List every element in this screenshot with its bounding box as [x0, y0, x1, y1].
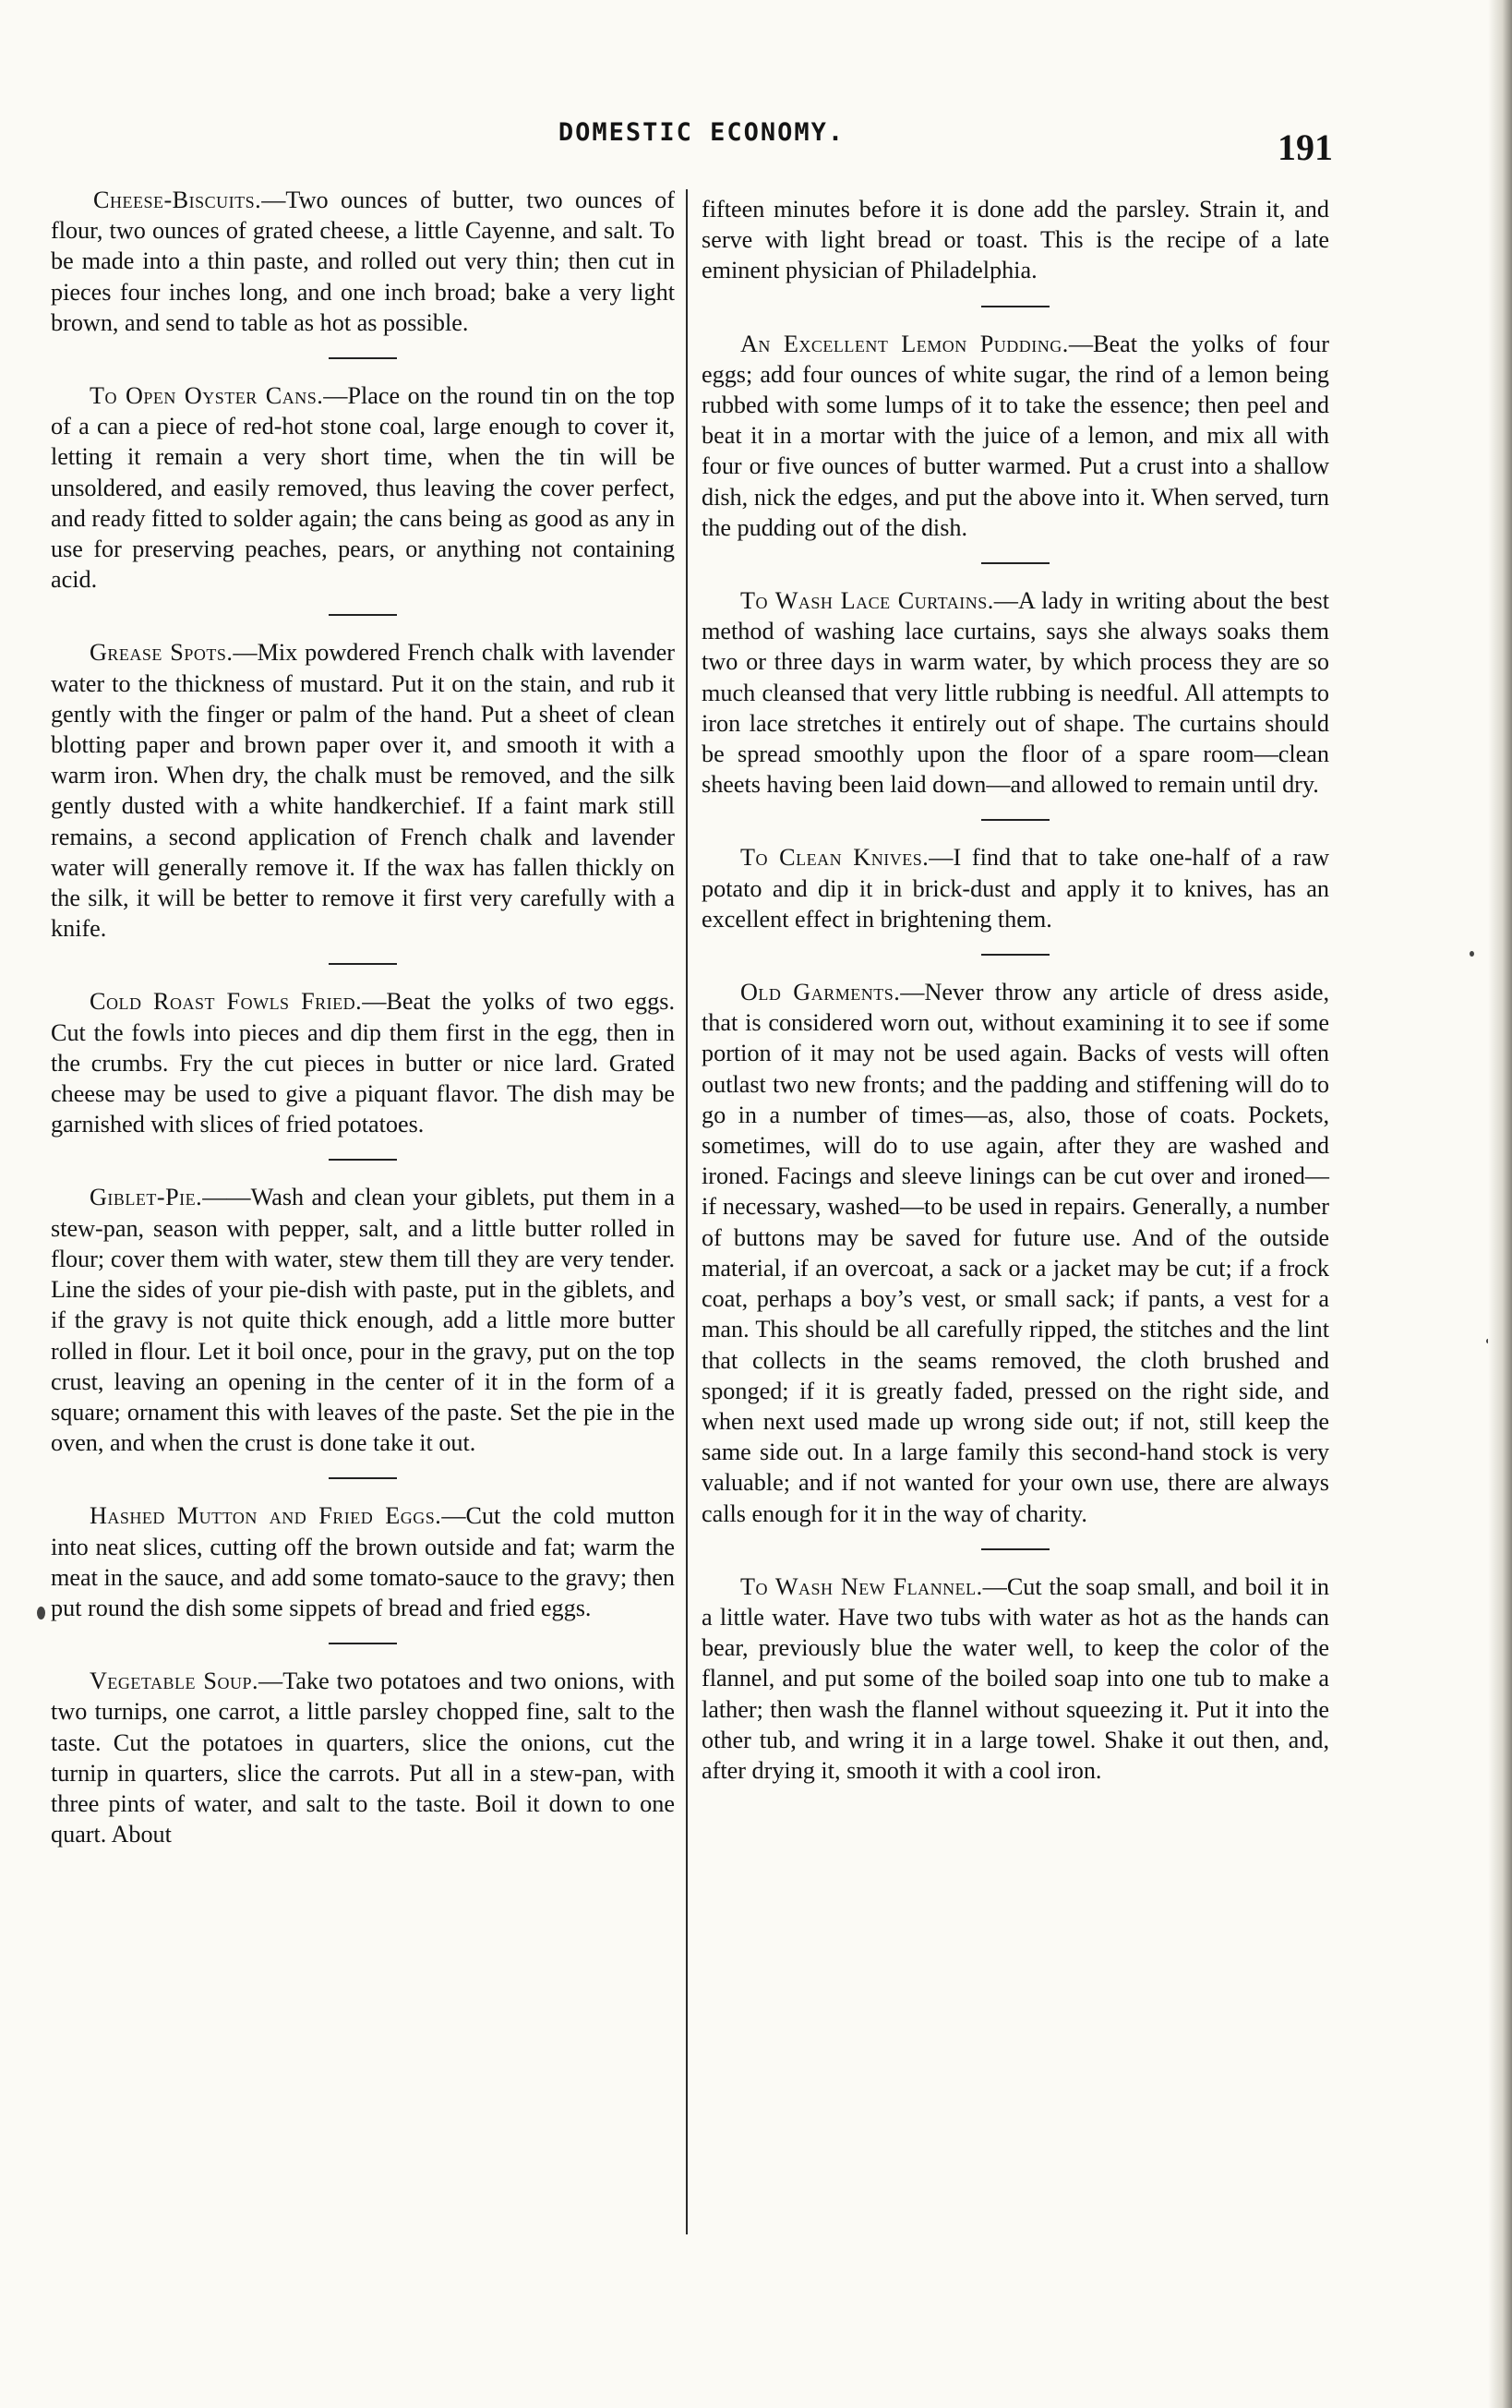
article-body: —I find that to take one-half of a raw potato and dip it in brick-dust and apply it to knives, has an excellent effect in brightening them.	[702, 844, 1329, 933]
article-title: Cheese-Biscuits.	[93, 187, 262, 213]
page-number: 191	[1278, 126, 1333, 168]
article-soup-continued	[702, 194, 1329, 286]
article-title: Old Garments.	[740, 979, 901, 1006]
article-hashed-mutton	[51, 1500, 675, 1623]
section-rule	[329, 614, 397, 616]
section-rule	[329, 357, 397, 359]
article-title: Hashed Mutton and Fried Eggs.	[90, 1502, 442, 1530]
article-title: Vegetable Soup.	[90, 1668, 259, 1695]
article-body: —Take two potatoes and two onions, with two turnips, one carrot, a little parsley chopped fine, salt to the taste. Cut the potatoes in quarters, slice the onions, cut the turnip in quarters, slice the carrots. Put all in a stew-pan, with three pints of water, and salt to the taste. Boil it down to one quart. About	[51, 1668, 675, 1848]
section-rule	[329, 1477, 397, 1479]
article-vegetable-soup	[51, 1666, 675, 1849]
article-body: —Two ounces of butter, two ounces of flour, two ounces of grated cheese, a little Cayenne, and salt. To be made into a thin paste, and rolled out very thin; then cut in pieces four inches long, and one inch broad; bake a very light brown, and send to table as hot as possible.	[51, 187, 675, 336]
article-title: To Wash New Flannel.	[740, 1572, 983, 1600]
article-body: —A lady in writing about the best method of washing lace curtains, says she always soaks them two or three days in warm water, by which process they are so much cleansed that very little rubbing is needful. All attempts to iron lace stretches it entirely out of shape. The curtains should be spread smoothly upon the floor of a spare room—clean sheets having been laid down—and allowed to remain until dry.	[702, 587, 1329, 799]
article-grease-spots	[51, 637, 675, 944]
section-rule	[329, 1159, 397, 1161]
article-body: —Beat the yolks of four eggs; add four ounces of white sugar, the rind of a lemon being rubbed with some lumps of it to take the essence; then peel and beat it in a mortar with the juice of a lemon, and mix all with four or five ounces of butter warmed. Put a crust into a shallow dish, nick the edges, and put the above into it. When served, turn the pudding out of the dish.	[702, 330, 1329, 541]
article-body: —Place on the round tin on the top of a can a piece of red-hot stone coal, large enough to cover it, letting it remain a very short time, when the tin will be unsoldered, and easily removed, thus leaving the cover perfect, and ready fitted to solder again; the cans being as good as any in use for preserving peaches, pears, or anything not containing acid.	[51, 382, 675, 594]
article-title: To Clean Knives.	[740, 844, 930, 872]
left-column	[51, 185, 675, 1849]
article-title: To Wash Lace Curtains.	[740, 587, 994, 615]
running-header: DOMESTIC ECONOMY.	[558, 118, 846, 147]
article-title: Grease Spots.	[90, 639, 234, 667]
article-body: ——Wash and clean your giblets, put them in a stew-pan, season with pepper, salt, and a little butter rolled in flour; cover them with water, stew them till they are very tender. Line the sides of your pie-dish with paste, put in the giblets, and if the gravy is not quite thick enough, add a little more butter rolled in flour. Let it boil once, pour in the gravy, put on the top crust, leaving an opening in the center of it in the form of a square; ornament this with leaves of the paste. Set the pie in the oven, and when the crust is done take it out.	[51, 1184, 675, 1457]
ink-speck	[1470, 951, 1474, 957]
article-body: —Beat the yolks of two eggs. Cut the fowls into pieces and dip them first in the egg, then in the crumbs. Fry the cut pieces in butter or nice lard. Grated cheese may be used to give a piquant flavor. The dish may be garnished with slices of fried potatoes.	[51, 988, 675, 1138]
article-title: An Excellent Lemon Pudding.	[740, 330, 1069, 357]
article-clean-knives	[702, 842, 1329, 934]
article-old-garments	[702, 977, 1329, 1529]
article-lace-curtains	[702, 585, 1329, 800]
article-cheese-biscuits	[51, 185, 675, 338]
section-rule	[981, 819, 1050, 821]
section-rule	[981, 954, 1050, 956]
section-rule	[329, 1643, 397, 1644]
article-body: fifteen minutes before it is done add the parsley. Strain it, and serve with light bread or toast. This is the recipe of a late eminent physician of Philadelphia.	[702, 196, 1329, 284]
article-body: —Cut the soap small, and boil it in a little water. Have two tubs with water as hot as the hands can bear, previously blue the water well, to keep the color of the flannel, and put some of the boiled soap into one tub to make a lather; then wash the flannel without squeezing it. Put it into the other tub, and wring it in a large towel. Shake it out then, and, after drying it, smooth it with a cool iron.	[702, 1572, 1329, 1784]
column-divider	[686, 189, 688, 2234]
section-rule	[981, 562, 1050, 564]
article-new-flannel	[702, 1571, 1329, 1786]
right-column	[702, 194, 1329, 1786]
section-rule	[981, 1548, 1050, 1550]
section-rule	[981, 306, 1050, 307]
article-body: —Mix powdered French chalk with lavender water to the thickness of mustard. Put it on the stain, and rub it gently with the finger or palm of the hand. Put a sheet of clean blotting paper and brown paper over it, and smooth it with a warm iron. When dry, the chalk must be removed, and the silk gently dusted with a white handkerchief. If a faint mark still remains, a second application of French chalk and lavender water will generally remove it. If the wax has fallen thickly on the silk, it will be better to remove it first very carefully with a knife.	[51, 639, 675, 943]
ink-speck	[37, 1607, 45, 1619]
page-edge-shadow	[1488, 0, 1512, 2408]
article-lemon-pudding	[702, 329, 1329, 543]
article-oyster-cans	[51, 380, 675, 595]
article-giblet-pie	[51, 1182, 675, 1458]
section-rule	[329, 963, 397, 965]
article-cold-roast-fowls	[51, 986, 675, 1139]
article-body: —Cut the cold mutton into neat slices, cutting off the brown outside and fat; warm the meat in the sauce, and add some tomato-sauce to the gravy; then put round the dish some sippets of bread and fried eggs.	[51, 1502, 675, 1621]
article-title: Giblet-Pie.	[90, 1184, 203, 1211]
article-title: To Open Oyster Cans.	[90, 382, 324, 410]
article-title: Cold Roast Fowls Fried.	[90, 988, 363, 1016]
article-body: —Never throw any article of dress aside, that is considered worn out, without examining it to see if some portion of it may not be used again. Backs of vests will often outlast two new fronts; and the padding and stiffening will do to go in a number of times—as, also, those of coats. Pockets, sometimes, will do to use again, after they are washed and ironed. Facings and sleeve linings can be cut over and ironed—if necessary, washed—to be used in repairs. Generally, a number of buttons may be saved for future use. And of the outside material, if an overcoat, a sack or a jacket may be cut; if a frock coat, perhaps a boy’s vest, or small sack; if pants, a vest for a man. This should be all carefully ripped, the stitches and the lint that collects in the seams removed, the cloth brushed and sponged; if it is greatly faded, pressed on the right side, and when next used made up wrong side out; if not, still keep the same side out. In a large family this second-hand stock is very valuable; and if not wanted for your own use, there are always calls enough for it in the way of charity.	[702, 979, 1330, 1527]
